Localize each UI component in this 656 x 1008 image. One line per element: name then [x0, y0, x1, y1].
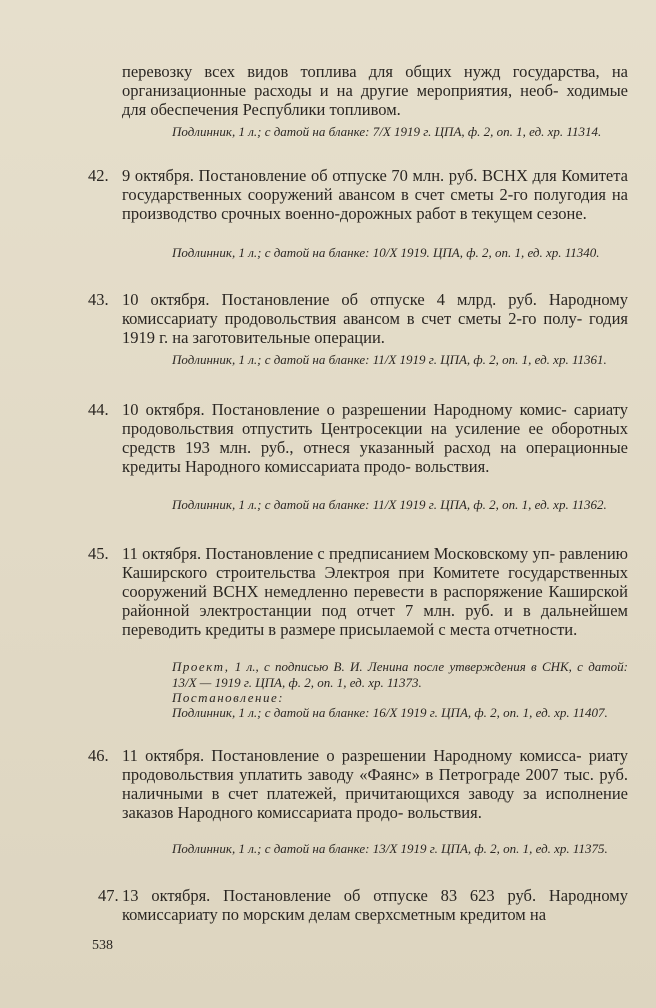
entry-source-45-resolution-label: [172, 690, 628, 706]
entry-text-42: 9 октября. Постановление об отпуске 70 млн. руб. ВСНХ для Комитета государственных сооружений авансом в счет сметы 2-го полугодия на производство срочных военно-дорожных работ в текущем сезоне.: [122, 166, 628, 223]
entry-source-45: Подлинник, 1 л.; с датой на бланке: 16/X 1919 г. ЦПА, ф. 2, оп. 1, ед. хр. 11407.: [172, 705, 608, 720]
entry-number-47: 47.: [98, 886, 119, 905]
entry-number-46: 46.: [88, 746, 109, 765]
resolution-label: Постановление:: [172, 690, 285, 705]
entry-number-44: 44.: [88, 400, 109, 419]
entry-source-42: Подлинник, 1 л.; с датой на бланке: 10/X 1919. ЦПА, ф. 2, оп. 1, ед. хр. 11340.: [172, 245, 600, 260]
entry-number-45: 45.: [88, 544, 109, 563]
entry-text-44: 10 октября. Постановление о разрешении Народному комис- сариату продовольствия отпустить Центросекции на усиление ее оборотных средств 193 млн. руб., отнеся указанный расход на операционные кредиты Народного комиссариата продо- вольствия.: [122, 400, 628, 476]
continuation-source: Подлинник, 1 л.; с датой на бланке: 7/X 1919 г. ЦПА, ф. 2, оп. 1, ед. хр. 11314.: [172, 124, 602, 139]
entry-source-43: Подлинник, 1 л.; с датой на бланке: 11/X 1919 г. ЦПА, ф. 2, оп. 1, ед. хр. 11361.: [172, 352, 607, 367]
entry-number-43: 43.: [88, 290, 109, 309]
entry-text-45: 11 октября. Постановление с предписанием Московскому уп- равлению Каширского строительства Электроя при Комитете государственных сооружений ВСНХ немедленно перевести в распоряжение Каширской районной электростанции под отчет 7 млн. руб. и в дальнейшем переводить кредиты в размере присылаемой с места отчетности.: [122, 544, 628, 639]
entry-source-46: Подлинник, 1 л.; с датой на бланке: 13/X 1919 г. ЦПА, ф. 2, оп. 1, ед. хр. 11375.: [172, 841, 608, 856]
entry-source-45-project: [172, 659, 628, 691]
entry-text-43: 10 октября. Постановление об отпуске 4 млрд. руб. Народному комиссариату продовольствия авансом в счет сметы 2-го полу- годия 1919 г. на заготовительные операции.: [122, 290, 628, 347]
entry-number-42: 42.: [88, 166, 109, 185]
project-source: 1 л., с подписью В. И. Ленина после утверждения в СНК, с датой: 13/X — 1919 г. ЦПА, ф. 2, оп. 1, ед. хр. 11373.: [172, 659, 628, 690]
project-label: Проект,: [172, 659, 230, 674]
entry-text-46: 11 октября. Постановление о разрешении Народному комисса- риату продовольствия уплатить заводу «Фаянс» в Петрограде 2007 тыс. руб. наличными в счет платежей, причитающихся заводу за исполнение заказов Народного комиссариата продо- вольствия.: [122, 746, 628, 822]
page-number: 538: [92, 938, 113, 953]
continuation-text: перевозку всех видов топлива для общих нужд государства, на организационные расходы и на другие мероприятия, необ- ходимые для обеспечения Республики топливом.: [122, 62, 628, 119]
entry-text-47: 13 октября. Постановление об отпуске 83 623 руб. Народному комиссариату по морским делам сверхсметным кредитом на: [122, 886, 628, 924]
entry-source-44: Подлинник, 1 л.; с датой на бланке: 11/X 1919 г. ЦПА, ф. 2, оп. 1, ед. хр. 11362.: [172, 497, 607, 512]
